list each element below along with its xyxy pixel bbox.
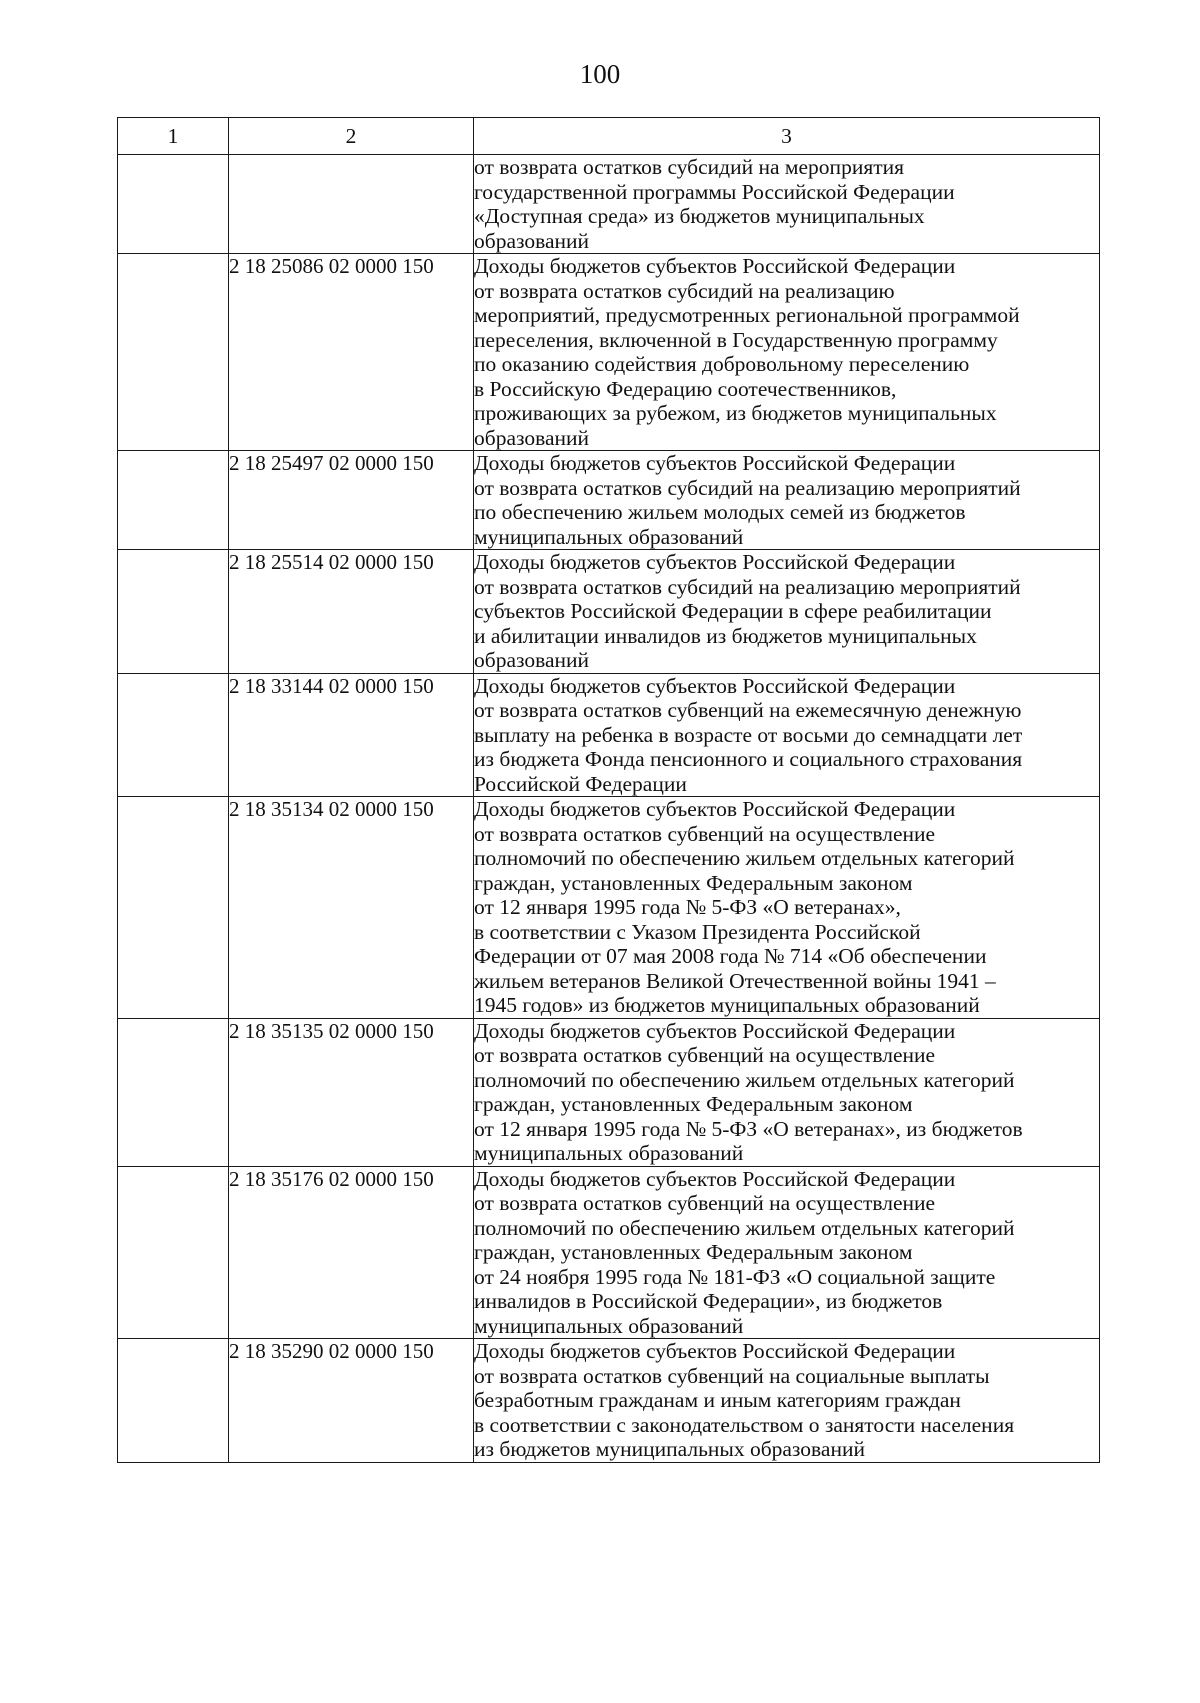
budget-code-cell: [229, 155, 474, 254]
description-line: Российской Федерации: [474, 771, 687, 796]
description-line: по обеспечению жильем молодых семей из бюджетов: [474, 500, 966, 524]
description-line: граждан, установленных Федеральным законом: [474, 1240, 913, 1264]
description-line: от возврата остатков субсидий на реализацию: [474, 278, 895, 303]
description-line: Доходы бюджетов субъектов Российской Федерации: [474, 673, 956, 698]
description-line: от возврата остатков субсидий на мероприятия: [474, 155, 904, 179]
description-line: от возврата остатков субвенций на осуществление: [474, 821, 936, 846]
description-line: Федерации от 07 мая 2008 года № 714 «Об обеспечении: [474, 944, 987, 968]
table-row: [118, 1018, 1100, 1166]
description-line: «Доступная среда» из бюджетов муниципальных: [474, 204, 925, 228]
table-row: [118, 797, 1100, 1019]
description-line: муниципальных образований: [474, 1313, 744, 1338]
table-row: [118, 550, 1100, 674]
budget-code-cell: 2 18 33144 02 0000 150: [229, 673, 474, 797]
table-header-row: [118, 118, 1100, 155]
description-line: в Российскую Федерацию соотечественников,: [474, 376, 897, 401]
row-number-cell: [118, 550, 229, 674]
description-line: от возврата остатков субвенций на ежемесячную денежную: [474, 698, 1022, 722]
description-cell: [474, 254, 1100, 451]
description-line: от возврата остатков субвенций на осуществление: [474, 1043, 936, 1067]
description-line: от возврата остатков субвенций на социальные выплаты: [474, 1363, 990, 1388]
description-line: от возврата остатков субсидий на реализацию мероприятий: [474, 574, 1021, 599]
description-line: Доходы бюджетов субъектов Российской Федерации: [474, 550, 956, 574]
budget-code-cell: 2 18 25497 02 0000 150: [229, 451, 474, 550]
description-line: от возврата остатков субсидий на реализацию мероприятий: [474, 475, 1021, 500]
description-line: в соответствии с законодательством о занятости населения: [474, 1412, 1015, 1437]
table-row: [118, 254, 1100, 451]
description-line: проживающих за рубежом, из бюджетов муниципальных: [474, 401, 997, 425]
description-line: выплату на ребенка в возрасте от восьми до семнадцати лет: [474, 722, 1023, 747]
description-line: Доходы бюджетов субъектов Российской Федерации: [474, 1339, 956, 1363]
row-number-cell: [118, 451, 229, 550]
description-cell: [474, 797, 1100, 1019]
description-line: переселения, включенной в Государственную программу: [474, 327, 998, 352]
description-line: по оказанию содействия добровольному переселению: [474, 352, 970, 376]
description-line: полномочий по обеспечению жильем отдельных категорий: [474, 1067, 1015, 1092]
description-line: из бюджетов муниципальных образований: [474, 1437, 865, 1461]
description-line: полномочий по обеспечению жильем отдельных категорий: [474, 1215, 1015, 1240]
description-cell: [474, 673, 1100, 797]
description-cell: [474, 1339, 1100, 1463]
description-line: муниципальных образований: [474, 524, 744, 549]
budget-classification-table: [117, 117, 1100, 1463]
description-line: от 12 января 1995 года № 5-ФЗ «О ветеранах»,: [474, 895, 901, 919]
column-header-3: 3: [474, 118, 1100, 155]
description-line: граждан, установленных Федеральным законом: [474, 870, 913, 895]
description-line: граждан, установленных Федеральным законом: [474, 1092, 913, 1116]
table-header: [118, 118, 1100, 155]
row-number-cell: [118, 1166, 229, 1339]
description-line: инвалидов в Российской Федерации», из бюджетов: [474, 1289, 943, 1313]
description-cell: [474, 550, 1100, 674]
budget-code-cell: 2 18 25086 02 0000 150: [229, 254, 474, 451]
column-header-1: 1: [118, 118, 229, 155]
description-line: полномочий по обеспечению жильем отдельных категорий: [474, 846, 1015, 870]
description-line: от 24 ноября 1995 года № 181-ФЗ «О социальной защите: [474, 1264, 996, 1289]
table-row: [118, 451, 1100, 550]
description-line: Доходы бюджетов субъектов Российской Федерации: [474, 451, 956, 475]
description-line: образований: [474, 228, 590, 253]
description-line: и абилитации инвалидов из бюджетов муниципальных: [474, 623, 977, 648]
description-line: государственной программы Российской Федерации: [474, 179, 955, 204]
row-number-cell: [118, 254, 229, 451]
description-line: Доходы бюджетов субъектов Российской Федерации: [474, 797, 956, 821]
row-number-cell: [118, 1018, 229, 1166]
budget-code-cell: 2 18 35176 02 0000 150: [229, 1166, 474, 1339]
description-cell: [474, 1018, 1100, 1166]
budget-code-cell: 2 18 35290 02 0000 150: [229, 1339, 474, 1463]
description-line: мероприятий, предусмотренных региональной программой: [474, 303, 1020, 327]
table-row: [118, 673, 1100, 797]
description-line: из бюджета Фонда пенсионного и социального страхования: [474, 747, 1023, 771]
description-cell: [474, 155, 1100, 254]
description-line: от 12 января 1995 года № 5-ФЗ «О ветеранах», из бюджетов: [474, 1116, 1023, 1141]
table-row: [118, 1339, 1100, 1463]
description-line: жильем ветеранов Великой Отечественной войны 1941 –: [474, 968, 996, 993]
description-line: образований: [474, 425, 590, 450]
description-line: Доходы бюджетов субъектов Российской Федерации: [474, 1018, 956, 1043]
description-line: образований: [474, 648, 590, 672]
description-line: в соответствии с Указом Президента Российской: [474, 919, 921, 944]
description-line: безработным гражданам и иным категориям граждан: [474, 1388, 961, 1412]
column-header-2: 2: [229, 118, 474, 155]
description-line: Доходы бюджетов субъектов Российской Федерации: [474, 1166, 956, 1191]
table-body: [118, 155, 1100, 1463]
description-cell: [474, 1166, 1100, 1339]
description-line: от возврата остатков субвенций на осуществление: [474, 1191, 936, 1215]
description-cell: [474, 451, 1100, 550]
page-number: 100: [579, 59, 621, 89]
description-line: 1945 годов» из бюджетов муниципальных образований: [474, 993, 980, 1017]
table-row: [118, 155, 1100, 254]
description-line: субъектов Российской Федерации в сфере реабилитации: [474, 599, 992, 623]
row-number-cell: [118, 673, 229, 797]
row-number-cell: [118, 797, 229, 1019]
row-number-cell: [118, 155, 229, 254]
row-number-cell: [118, 1339, 229, 1463]
table-row: [118, 1166, 1100, 1339]
budget-code-cell: 2 18 35134 02 0000 150: [229, 797, 474, 1019]
budget-code-cell: 2 18 35135 02 0000 150: [229, 1018, 474, 1166]
description-line: Доходы бюджетов субъектов Российской Федерации: [474, 254, 956, 278]
description-line: муниципальных образований: [474, 1141, 744, 1165]
budget-code-cell: 2 18 25514 02 0000 150: [229, 550, 474, 674]
